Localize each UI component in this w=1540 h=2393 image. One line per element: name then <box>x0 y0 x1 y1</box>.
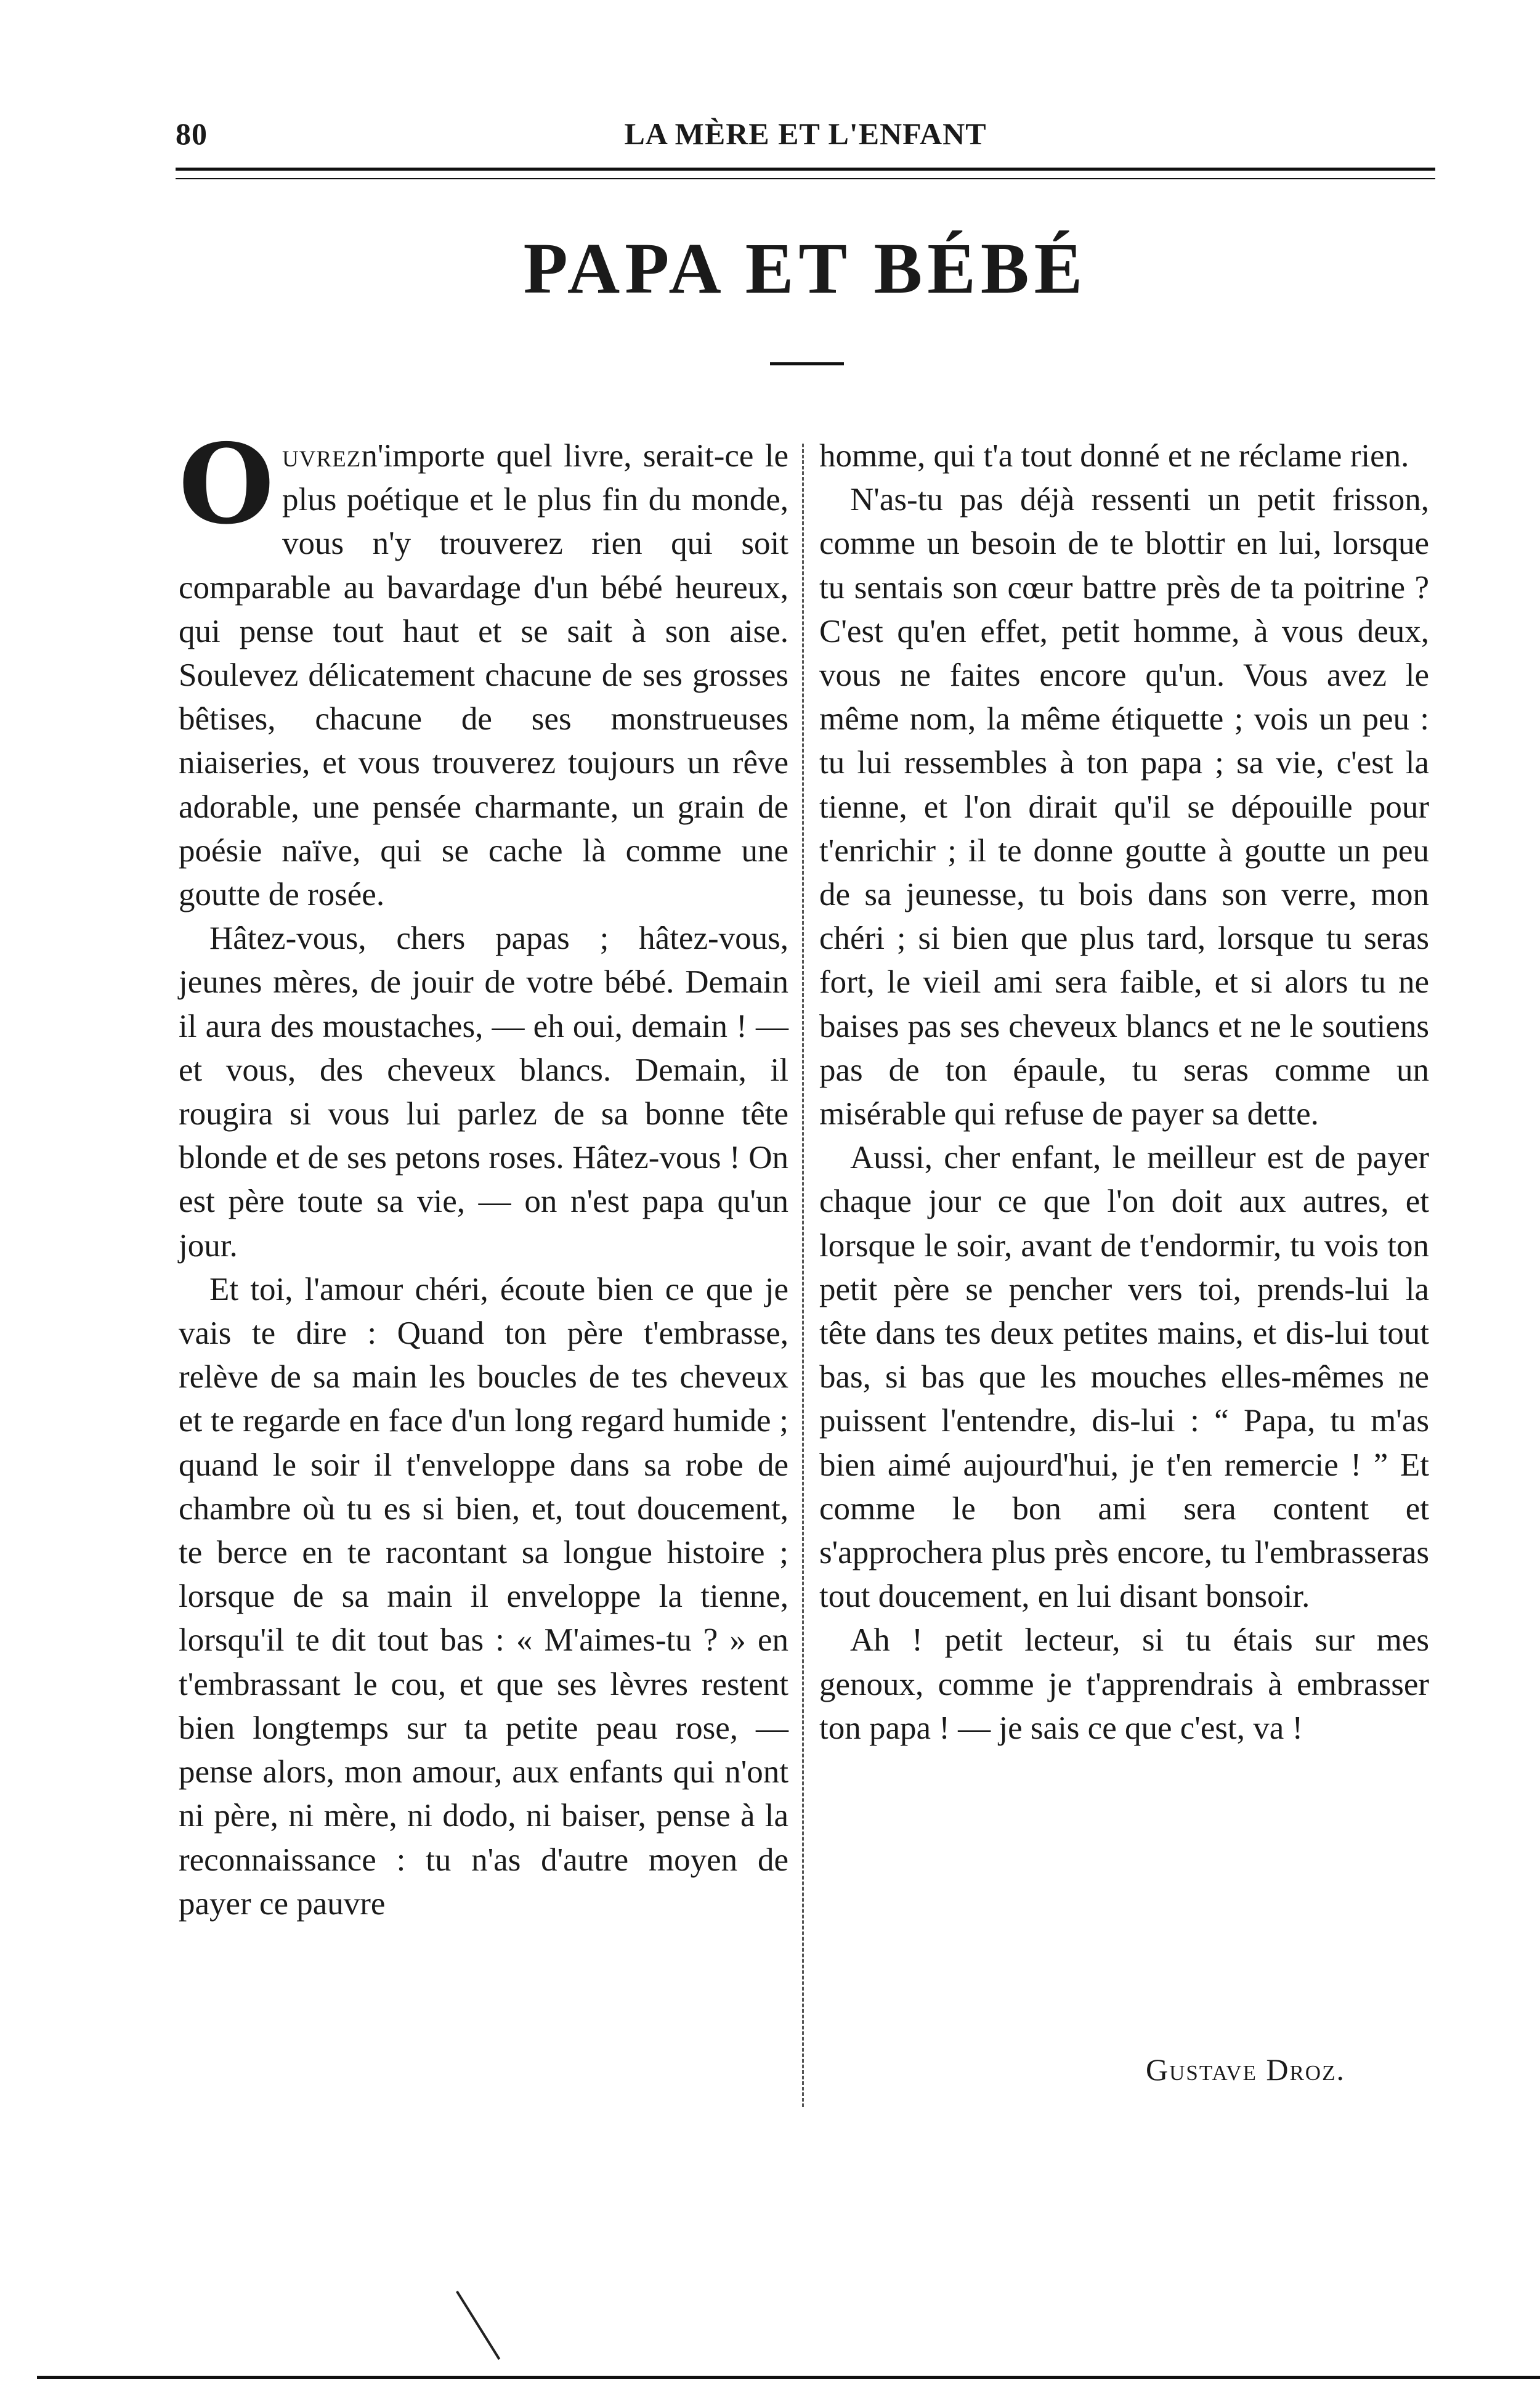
paragraph: Hâtez-vous, chers papas ; hâtez-vous, jeunes mères, de jouir de votre bébé. Demain il aura des moustaches, — eh oui, demain ! — et vous, des cheveux blancs. Demain, il rougira si vous lui parlez de sa bonne tête blonde et de ses petons roses. Hâtez-vous ! On est père toute sa vie, — on n'est papa qu'un jour. <box>179 920 788 1264</box>
running-title: LA MÈRE ET L'ENFANT <box>624 116 987 151</box>
page-number: 80 <box>176 116 208 151</box>
paragraph: homme, qui t'a tout donné et ne réclame rien. <box>819 438 1409 474</box>
footer-rule <box>37 2376 1540 2379</box>
lead-word: uvrez <box>282 438 362 474</box>
title-rule <box>770 362 844 365</box>
stray-mark <box>456 2291 500 2360</box>
paragraph: N'as-tu pas déjà ressenti un petit frisson, comme un besoin de te blottir en lui, lorsque tu sentais son cœur battre près de ta poitrine ? C'est qu'en effet, petit homme, à vous deux, vous ne faites encore qu'un. Vous avez le même nom, la même étiquette ; vois un peu : tu lui ressembles à ton papa ; sa vie, c'est la tienne, et l'on dirait qu'il se dépouille pour t'enrichir ; il te donne goutte à goutte un peu de sa jeunesse, tu bois dans son verre, mon chéri ; si bien que plus tard, lorsque tu seras fort, le vieil ami sera faible, et si alors tu ne baises pas ses cheveux blancs et ne le soutiens pas de ton épaule, tu seras comme un misérable qui refuse de payer sa dette. <box>819 482 1429 1132</box>
paragraph: Ah ! petit lecteur, si tu étais sur mes genoux, comme je t'apprendrais à embrasser ton papa ! — je sais ce que c'est, va ! <box>819 1622 1429 1746</box>
paragraph: Et toi, l'amour chéri, écoute bien ce que je vais te dire : Quand ton père t'embrasse, relève de sa main les boucles de tes cheveux et te regarde en face d'un long regard humide ; quand le soir il t'enveloppe dans sa robe de chambre où tu es si bien, et, tout doucement, te berce en te racontant sa longue histoire ; lorsque de sa main il enveloppe la tienne, lorsqu'il te dit tout bas : « M'aimes-tu ? » en t'embrassant le cou, et que ses lèvres restent bien longtemps sur ta petite peau rose, — pense alors, mon amour, aux enfants qui n'ont ni père, ni mère, ni dodo, ni baiser, pense à la reconnaissance : tu n'as d'autre moyen de payer ce pauvre <box>179 1271 788 1922</box>
paragraph: Aussi, cher enfant, le meilleur est de payer chaque jour ce que l'on doit aux autres, et lorsque le soir, avant de t'endormir, tu vois ton petit père se pencher vers toi, prends-lui la tête dans tes deux petites mains, et dis-lui tout bas, si bas que les mouches elles-mêmes ne puissent l'entendre, dis-lui : “ Papa, tu m'as bien aimé aujourd'hui, je t'en remercie ! ” Et comme le bon ami sera content et s'approchera plus près encore, tu l'embrasseras tout doucement, en lui disant bonsoir. <box>819 1140 1429 1615</box>
paragraph <box>179 420 788 917</box>
header-rule <box>176 168 1435 179</box>
article-title: PAPA ET BÉBÉ <box>523 228 1088 309</box>
paragraph-text: n'importe quel livre, serait-ce le plus poétique et le plus fin du monde, vous n'y trouverez rien qui soit comparable au bavardage d'un bébé heureux, qui pense tout haut et se sait à son aise. Soulevez délicatement chacune de ses grosses bêtises, chacune de ses monstrueuses niaiseries, et vous trouverez toujours un rêve adorable, une pensée charmante, un grain de poésie naïve, qui se cache là comme une goutte de rosée. <box>179 438 788 913</box>
left-column <box>179 420 788 1926</box>
running-header <box>176 116 1435 159</box>
drop-cap: O <box>179 420 275 548</box>
column-divider <box>802 444 804 2107</box>
right-column <box>819 434 1429 1750</box>
author-signature: Gustave Droz. <box>1146 2052 1345 2087</box>
